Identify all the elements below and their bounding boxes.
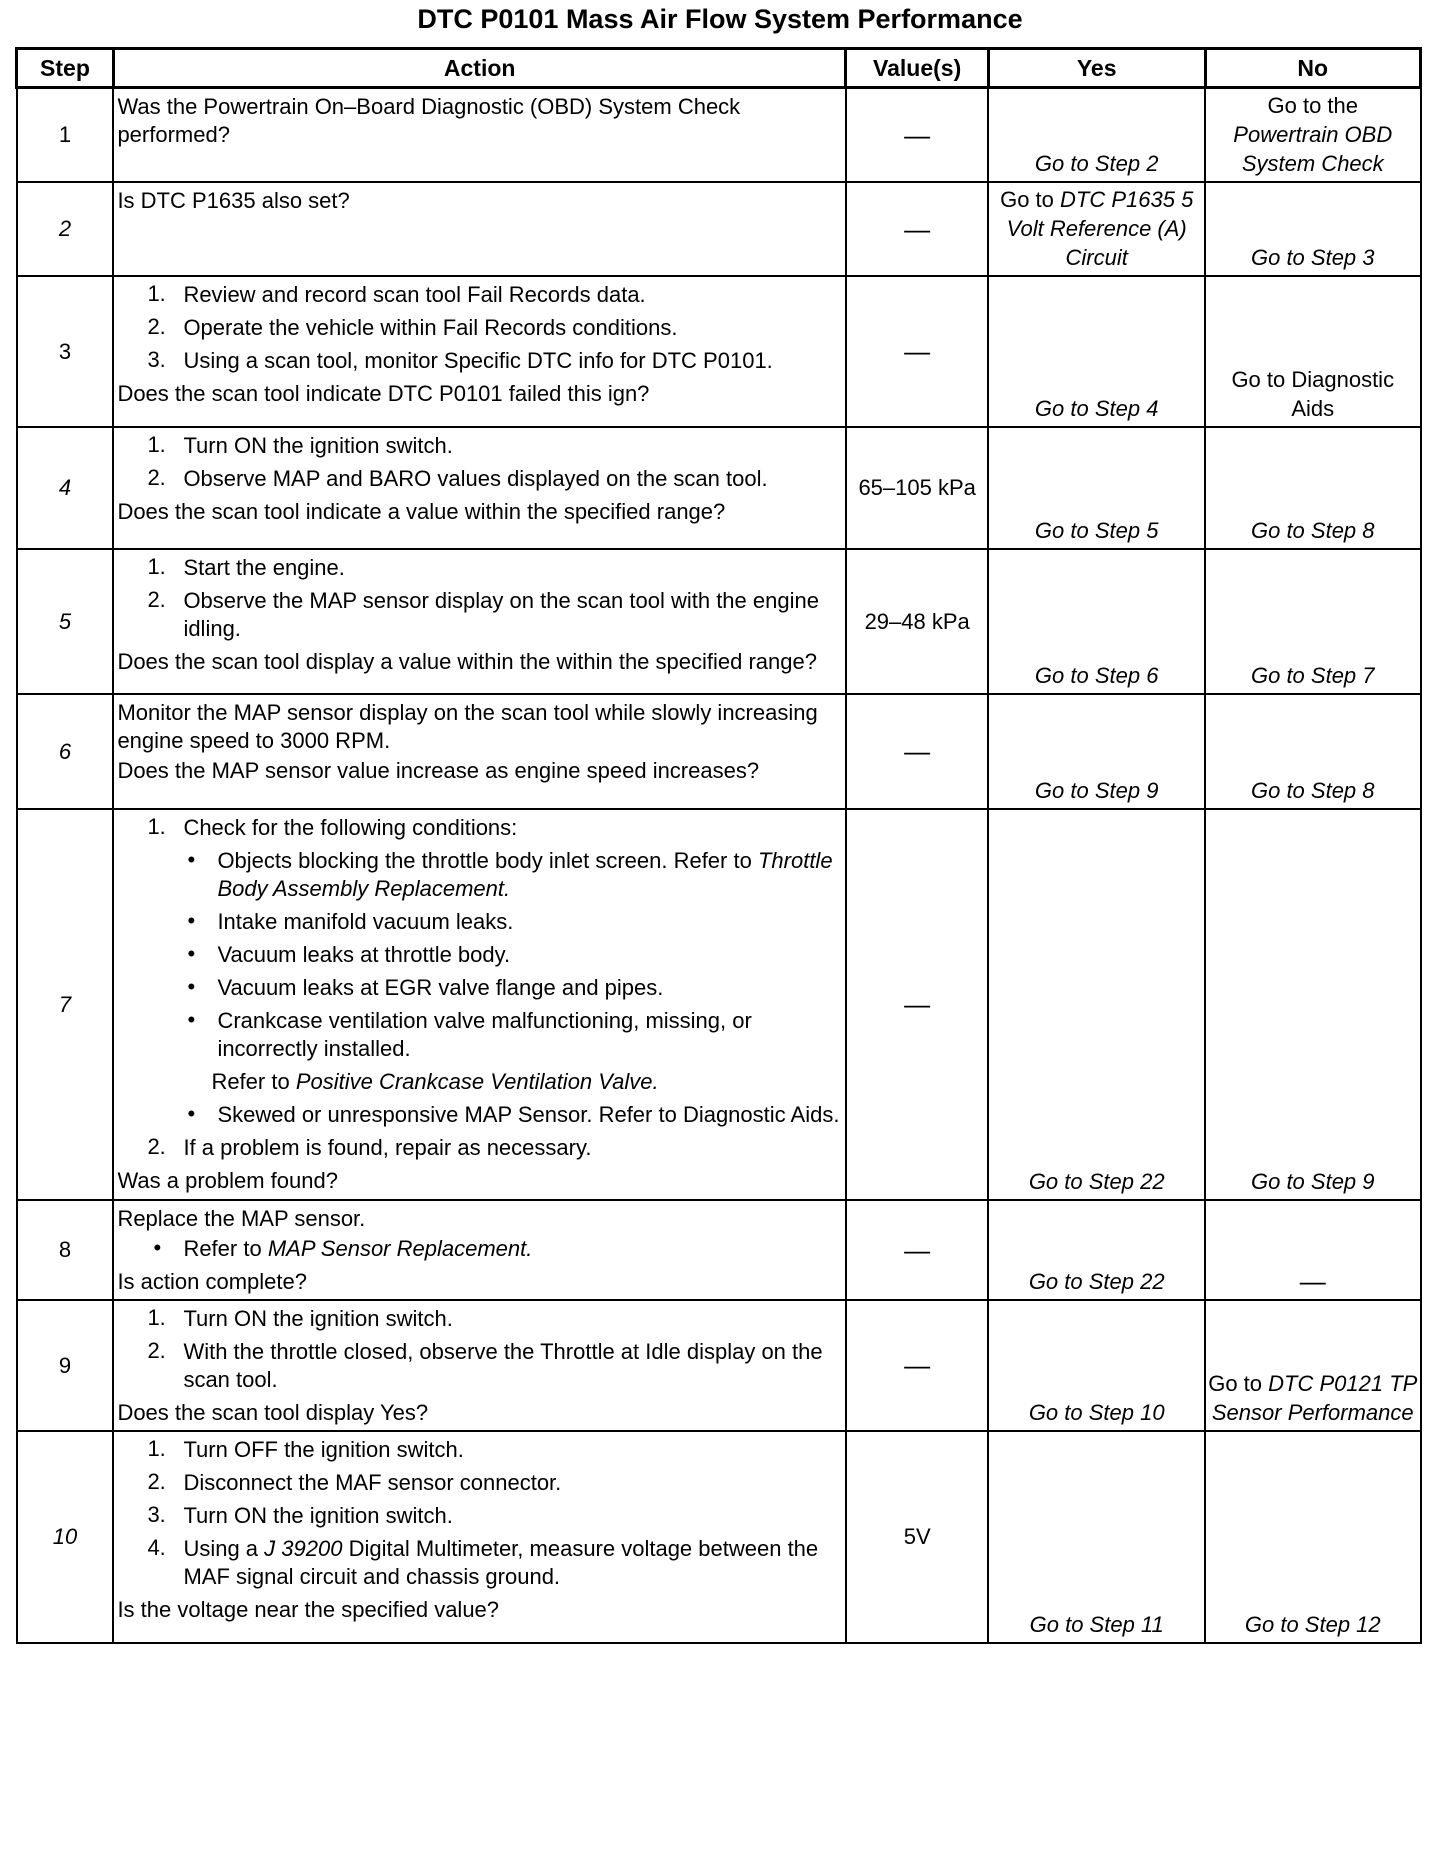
action-substep: 1. Turn OFF the ignition switch. [147, 1436, 464, 1462]
yes-cell: Go to Step 9 [988, 694, 1205, 809]
action-text: Replace the MAP sensor. [117, 1206, 366, 1231]
step-number: 7 [17, 809, 114, 1200]
value-cell: — [846, 88, 988, 183]
value-cell: — [846, 276, 988, 427]
condition-item: • Vacuum leaks at EGR valve flange and pipes. [187, 974, 664, 1000]
yes-cell: Go to Step 11 [988, 1431, 1205, 1643]
step-number: 6 [17, 694, 114, 809]
action-cell [113, 1300, 846, 1431]
step-number: 3 [17, 276, 114, 427]
table-row [17, 427, 1421, 549]
no-cell: Go to Step 7 [1205, 549, 1420, 694]
action-text: Was the Powertrain On–Board Diagnostic (OBD) System Check performed? [117, 94, 741, 147]
action-substep: 2. If a problem is found, repair as necessary. [147, 1134, 592, 1160]
no-cell: Go to Step 3 [1205, 182, 1420, 276]
value-cell: 5V [846, 1431, 988, 1643]
table-row [17, 182, 1421, 276]
value-cell: 29–48 kPa [846, 549, 988, 694]
yes-prefix: Go to [1000, 187, 1054, 212]
action-substep: 4. Using a J 39200 Digital Multimeter, measure voltage between the MAF signal circuit and chassis ground. [147, 1535, 819, 1589]
action-substep: 1. Check for the following conditions: [147, 814, 518, 840]
step-number: 1 [17, 88, 114, 183]
action-question: Was a problem found? [117, 1168, 338, 1193]
condition-item: • Skewed or unresponsive MAP Sensor. Refer to Diagnostic Aids. [187, 1101, 840, 1127]
action-substep: 2. Disconnect the MAF sensor connector. [147, 1469, 562, 1495]
step-number: 2 [17, 182, 114, 276]
no-cell: Go to Step 8 [1205, 694, 1420, 809]
action-substep: 2. Observe MAP and BARO values displayed on the scan tool. [147, 465, 768, 491]
no-prefix: Go to [1208, 1371, 1263, 1396]
yes-reference: DTC P1635 5 Volt Reference (A) Circuit [1006, 187, 1194, 270]
yes-cell: Go to Step 10 [988, 1300, 1205, 1431]
no-cell: — [1205, 1200, 1420, 1300]
step-number: 10 [17, 1431, 114, 1643]
step-number: 4 [17, 427, 114, 549]
header-action: Action [113, 49, 846, 88]
value-cell: — [846, 1300, 988, 1431]
action-substep: 1. Start the engine. [147, 554, 345, 580]
yes-cell [988, 182, 1205, 276]
no-prefix: Go to the [1267, 93, 1359, 118]
header-yes: Yes [988, 49, 1205, 88]
no-cell: Go to Step 8 [1205, 427, 1420, 549]
action-cell [113, 809, 846, 1200]
action-cell [113, 182, 846, 276]
no-reference: Powertrain OBD System Check [1233, 122, 1393, 176]
step-number: 8 [17, 1200, 114, 1300]
action-cell [113, 88, 846, 183]
value-cell: 65–105 kPa [846, 427, 988, 549]
action-substep: 2. Observe the MAP sensor display on the scan tool with the engine idling. [147, 587, 819, 641]
no-cell: Go to Step 9 [1205, 809, 1420, 1200]
yes-cell: Go to Step 22 [988, 1200, 1205, 1300]
table-row [17, 1431, 1421, 1643]
table-row [17, 88, 1421, 183]
step-number: 5 [17, 549, 114, 694]
condition-item: • Vacuum leaks at throttle body. [187, 941, 511, 967]
yes-cell: Go to Step 5 [988, 427, 1205, 549]
no-cell: Go to Diagnostic Aids [1205, 276, 1420, 427]
action-question: Does the scan tool display Yes? [117, 1400, 429, 1425]
table-row [17, 276, 1421, 427]
action-text: Monitor the MAP sensor display on the scan tool while slowly increasing engine speed to 3000 RPM. [117, 700, 818, 753]
table-row [17, 694, 1421, 809]
action-substep: 1. Turn ON the ignition switch. [147, 432, 453, 458]
table-row [17, 1300, 1421, 1431]
action-substep: 3. Turn ON the ignition switch. [147, 1502, 453, 1528]
action-question: Does the scan tool display a value within the within the specified range? [117, 649, 817, 674]
no-reference: DTC P0121 TP Sensor Performance [1211, 1371, 1418, 1425]
action-substep: 2. With the throttle closed, observe the Throttle at Idle display on the scan tool. [147, 1338, 823, 1392]
condition-reference: Refer to Positive Crankcase Ventilation Valve. [211, 1069, 659, 1094]
condition-item: • Crankcase ventilation valve malfunctioning, missing, or incorrectly installed. [187, 1007, 752, 1061]
value-cell: — [846, 809, 988, 1200]
action-question: Does the MAP sensor value increase as engine speed increases? [117, 758, 760, 783]
yes-cell: Go to Step 2 [988, 88, 1205, 183]
action-question: Is action complete? [117, 1269, 307, 1294]
action-cell [113, 549, 846, 694]
table-row [17, 549, 1421, 694]
header-no: No [1205, 49, 1420, 88]
action-cell [113, 1431, 846, 1643]
action-cell [113, 276, 846, 427]
no-cell [1205, 1300, 1420, 1431]
action-question: Does the scan tool indicate a value within the specified range? [117, 499, 726, 524]
action-question: Does the scan tool indicate DTC P0101 failed this ign? [117, 381, 650, 406]
action-substep: 1. Review and record scan tool Fail Records data. [147, 281, 646, 307]
page-title: DTC P0101 Mass Air Flow System Performance [417, 4, 1023, 34]
value-cell: — [846, 182, 988, 276]
action-substep: 3. Using a scan tool, monitor Specific DTC info for DTC P0101. [147, 347, 773, 373]
yes-cell: Go to Step 4 [988, 276, 1205, 427]
table-row [17, 1200, 1421, 1300]
yes-cell: Go to Step 6 [988, 549, 1205, 694]
diagnostic-table [15, 47, 1422, 1644]
step-number: 9 [17, 1300, 114, 1431]
header-values: Value(s) [846, 49, 988, 88]
no-cell: Go to Step 12 [1205, 1431, 1420, 1643]
action-cell [113, 1200, 846, 1300]
condition-item: • Intake manifold vacuum leaks. [187, 908, 514, 934]
header-step: Step [17, 49, 114, 88]
action-substep: 2. Operate the vehicle within Fail Records conditions. [147, 314, 678, 340]
value-cell: — [846, 694, 988, 809]
action-cell [113, 427, 846, 549]
condition-item: • Objects blocking the throttle body inlet screen. Refer to Throttle Body Assembly Replacement. [187, 847, 833, 901]
value-cell: — [846, 1200, 988, 1300]
table-header-row [17, 49, 1421, 88]
action-bullet: • Refer to MAP Sensor Replacement. [153, 1235, 533, 1261]
yes-cell: Go to Step 22 [988, 809, 1205, 1200]
action-text: Is DTC P1635 also set? [117, 188, 350, 213]
no-cell [1205, 88, 1420, 183]
action-cell [113, 694, 846, 809]
table-row [17, 809, 1421, 1200]
action-question: Is the voltage near the specified value? [117, 1597, 500, 1622]
action-substep: 1. Turn ON the ignition switch. [147, 1305, 453, 1331]
